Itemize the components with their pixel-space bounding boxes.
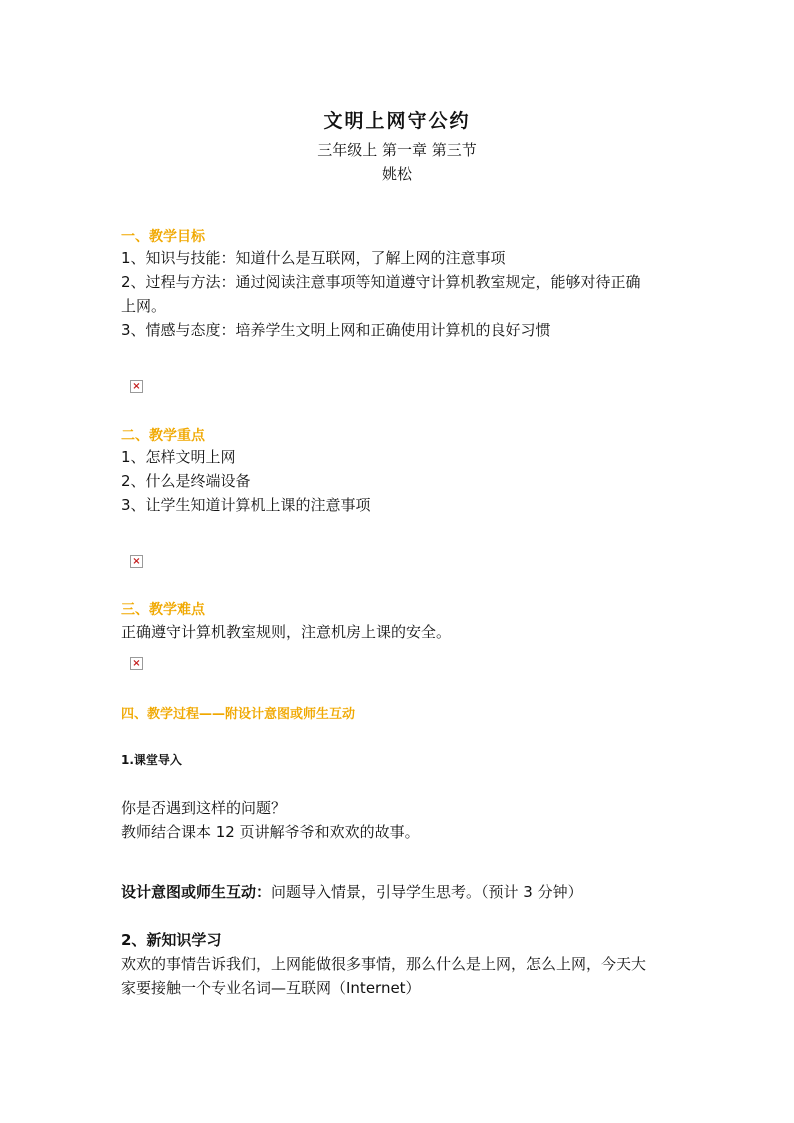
broken-image-icon: × bbox=[130, 380, 143, 393]
new-knowledge-line: 家要接触一个专业名词—互联网（Internet） bbox=[121, 979, 421, 997]
objective-item: 1、知识与技能：知道什么是互联网，了解上网的注意事项 bbox=[121, 249, 506, 267]
key-point-item: 2、什么是终端设备 bbox=[121, 472, 251, 490]
design-intent-line bbox=[121, 880, 583, 904]
broken-image-icon: × bbox=[130, 657, 143, 670]
new-knowledge-line: 欢欢的事情告诉我们，上网能做很多事情，那么什么是上网，怎么上网，今天大 bbox=[121, 955, 647, 973]
subsection-heading-new-knowledge: 2、新知识学习 bbox=[121, 931, 222, 949]
document-title: 文明上网守公约 bbox=[323, 110, 471, 132]
subsection-heading-intro: 1.课堂导入 bbox=[121, 753, 182, 767]
key-point-item: 3、让学生知道计算机上课的注意事项 bbox=[121, 496, 371, 514]
objective-item: 3、情感与态度：培养学生文明上网和正确使用计算机的良好习惯 bbox=[121, 321, 551, 339]
objective-item: 2、过程与方法：通过阅读注意事项等知道遵守计算机教室规定，能够对待正确 bbox=[121, 273, 641, 291]
objective-item-continued: 上网。 bbox=[121, 297, 167, 315]
design-intent-text: 问题导入情景，引导学生思考。（预计 3 分钟） bbox=[271, 883, 583, 901]
document-subtitle: 三年级上 第一章 第三节 bbox=[317, 141, 477, 159]
design-intent-label: 设计意图或师生互动： bbox=[121, 883, 272, 901]
document-author: 姚松 bbox=[381, 165, 412, 183]
section-heading-objectives: 一、教学目标 bbox=[121, 229, 205, 245]
section-heading-process: 四、教学过程——附设计意图或师生互动 bbox=[121, 707, 356, 722]
section-heading-key-points: 二、教学重点 bbox=[121, 428, 205, 444]
section-heading-difficulties: 三、教学难点 bbox=[121, 602, 205, 618]
broken-image-icon: × bbox=[130, 555, 143, 568]
difficulty-text: 正确遵守计算机教室规则，注意机房上课的安全。 bbox=[121, 623, 452, 641]
intro-line: 你是否遇到这样的问题？ bbox=[121, 799, 287, 817]
key-point-item: 1、怎样文明上网 bbox=[121, 448, 236, 466]
intro-line: 教师结合课本 12 页讲解爷爷和欢欢的故事。 bbox=[121, 823, 420, 841]
